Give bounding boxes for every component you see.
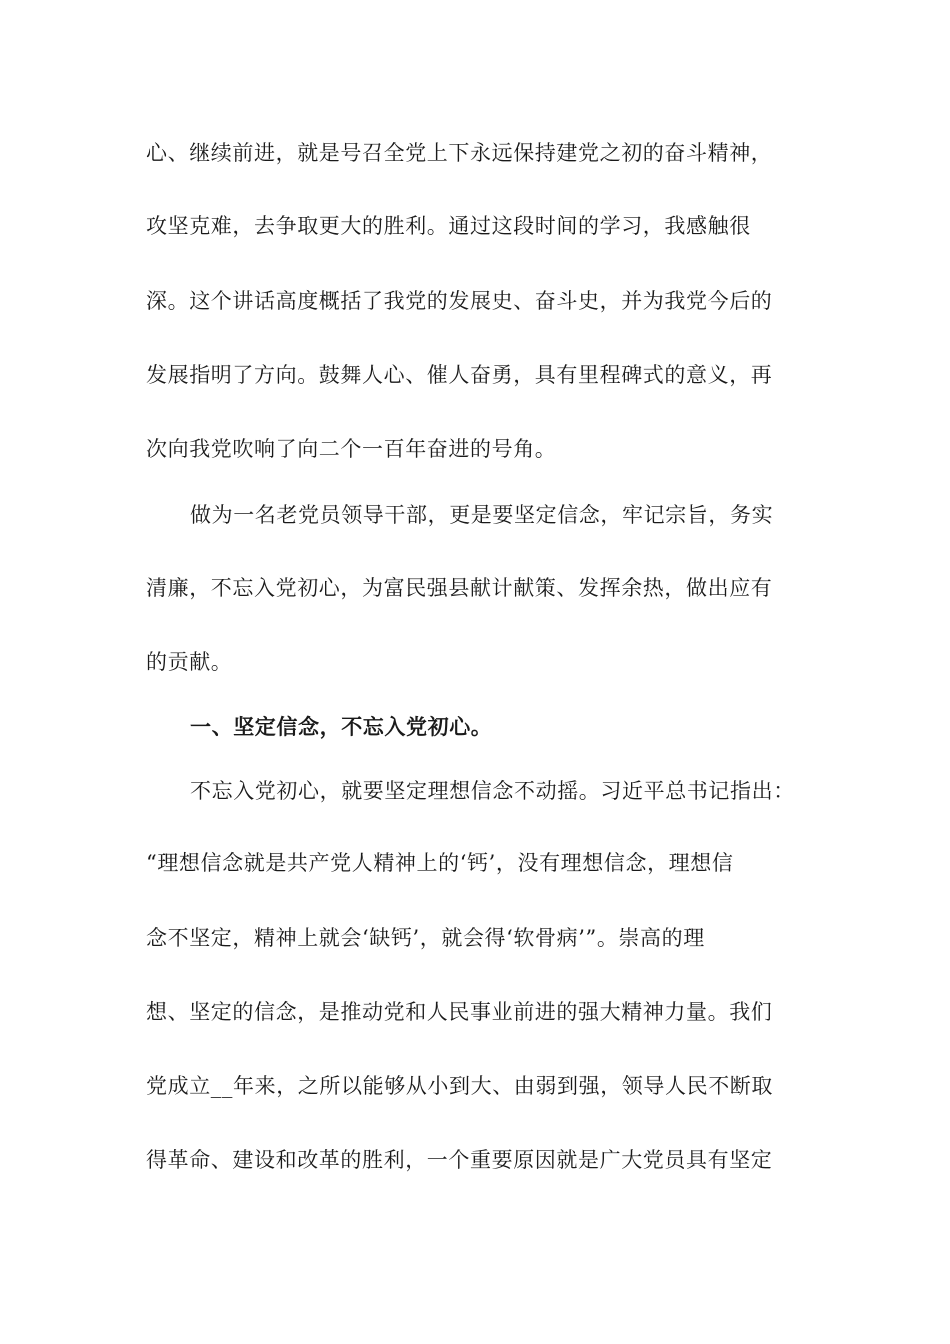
text-line: 发展指明了方向。鼓舞人心、催人奋勇，具有里程碑式的意义，再 bbox=[146, 363, 773, 387]
section-heading: 一、坚定信念，不忘入党初心。 bbox=[190, 714, 493, 739]
text-line: 的贡献。 bbox=[146, 650, 233, 674]
paragraph-first-line: 做为一名老党员领导干部，更是要坚定信念，牢记宗旨，务实 bbox=[190, 503, 774, 527]
text-line: 清廉，不忘入党初心，为富民强县献计献策、发挥余热，做出应有 bbox=[146, 576, 773, 600]
text-line: 党成立__年来，之所以能够从小到大、由弱到强，领导人民不断取 bbox=[146, 1074, 773, 1098]
text-line: 得革命、建设和改革的胜利，一个重要原因就是广大党员具有坚定 bbox=[146, 1148, 773, 1172]
text-line: “理想信念就是共产党人精神上的‘钙’，没有理想信念，理想信 bbox=[146, 851, 734, 875]
text-line: 攻坚克难，去争取更大的胜利。通过这段时间的学习，我感触很 bbox=[146, 214, 751, 238]
text-line: 深。这个讲话高度概括了我党的发展史、奋斗史，并为我党今后的 bbox=[146, 289, 773, 313]
text-line: 想、坚定的信念，是推动党和人民事业前进的强大精神力量。我们 bbox=[146, 1000, 773, 1024]
text-line: 念不坚定，精神上就会‘缺钙’，就会得‘软骨病’”。崇高的理 bbox=[146, 926, 705, 950]
text-line: 心、继续前进，就是号召全党上下永远保持建党之初的奋斗精神， bbox=[146, 141, 773, 165]
text-line: 次向我党吹响了向二个一百年奋进的号角。 bbox=[146, 437, 557, 461]
paragraph-first-line: 不忘入党初心，就要坚定理想信念不动摇。习近平总书记指出： bbox=[190, 779, 795, 803]
